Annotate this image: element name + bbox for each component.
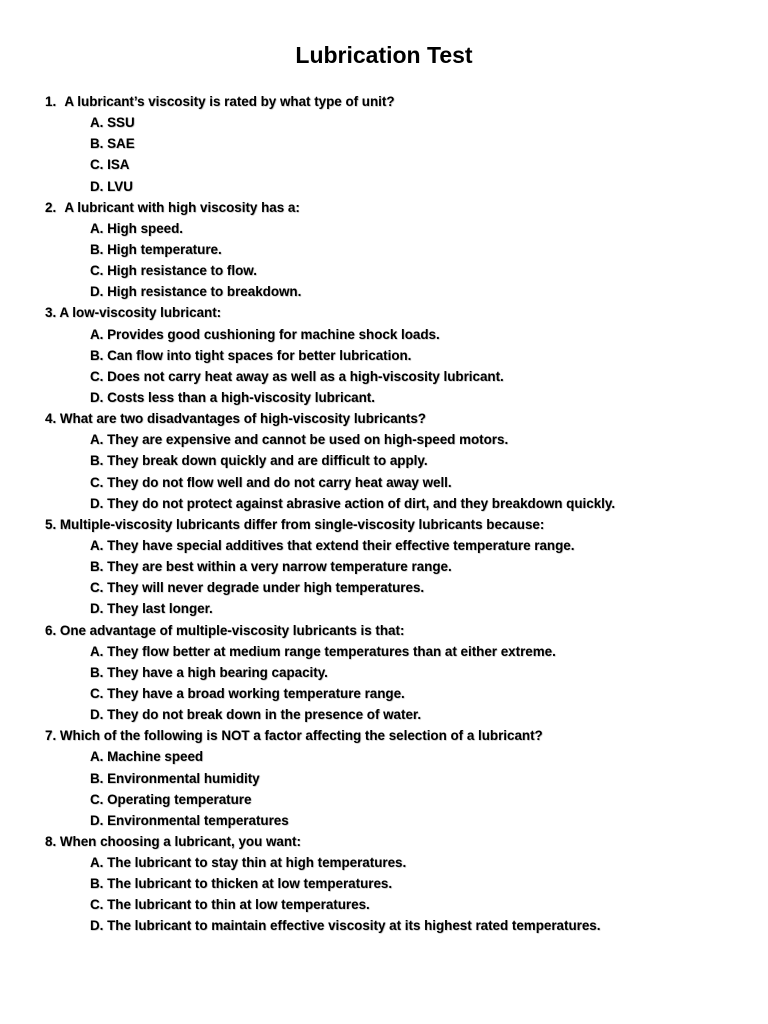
question-number: 7. [45,728,57,744]
answer-option: B. SAE [90,136,135,152]
answer-option: A. SSU [90,115,135,131]
question-line [45,91,745,112]
question-line [45,725,745,746]
question-number: 6. [45,622,57,638]
answer-option: D. The lubricant to maintain effective viscosity at its highest rated temperatures. [90,918,601,934]
answer-options [45,324,745,409]
question-line [45,831,745,852]
question-line [45,620,745,641]
answer-options [45,641,745,726]
answer-option: C. Does not carry heat away as well as a high-viscosity lubricant. [90,368,504,384]
question-number: 3. [45,305,57,321]
answer-option: C. They do not flow well and do not carry heat away well. [90,474,452,490]
question-item [45,197,745,303]
question-number: 2. [45,199,57,215]
answer-option: D. LVU [90,178,133,194]
answer-option: C. They have a broad working temperature range. [90,685,405,701]
answer-option: A. They are expensive and cannot be used on high-speed motors. [90,432,509,448]
answer-option: A. Machine speed [90,749,204,765]
question-text: A lubricant with high viscosity has a: [64,199,300,215]
question-number: 5. [45,516,57,532]
answer-option: A. High speed. [90,220,184,236]
question-text: Multiple-viscosity lubricants differ from single-viscosity lubricants because: [59,516,545,532]
question-item [45,725,745,831]
question-item [45,91,745,197]
question-line [45,514,745,535]
question-item [45,408,745,514]
question-number: 4. [45,411,57,427]
question-text: A lubricant’s viscosity is rated by what type of unit? [64,94,395,109]
answer-option: B. Environmental humidity [90,770,260,786]
answer-option: A. They have special additives that extend their effective temperature range. [90,537,575,553]
answer-option: C. High resistance to flow. [90,263,257,279]
answer-option: B. They have a high bearing capacity. [90,664,328,680]
question-item [45,302,745,408]
question-text: Which of the following is NOT a factor affecting the selection of a lubricant? [59,728,543,744]
answer-option: C. ISA [90,157,130,173]
answer-option: A. The lubricant to stay thin at high temperatures. [90,855,407,871]
question-item [45,514,745,620]
answer-option: D. They last longer. [90,601,213,617]
answer-options [45,746,745,831]
question-line [45,408,745,429]
answer-options [45,852,745,937]
answer-options [45,112,745,197]
question-text: What are two disadvantages of high-viscosity lubricants? [59,411,426,427]
answer-option: D. Costs less than a high-viscosity lubricant. [90,389,375,405]
answer-option: B. They break down quickly and are difficult to apply. [90,453,428,469]
question-line [45,302,745,323]
answer-option: D. They do not break down in the presence of water. [90,707,422,723]
page-title: Lubrication Test [295,42,473,68]
answer-option: B. Can flow into tight spaces for better lubrication. [90,347,412,363]
answer-option: C. Operating temperature [90,791,252,807]
answer-option: B. They are best within a very narrow temperature range. [90,559,452,575]
answer-option: D. Environmental temperatures [90,812,289,828]
answer-options [45,535,745,620]
answer-option: B. The lubricant to thicken at low temperatures. [90,876,393,892]
question-text: When choosing a lubricant, you want: [59,833,301,849]
question-item [45,620,745,726]
answer-option: C. They will never degrade under high temperatures. [90,580,425,596]
answer-option: A. Provides good cushioning for machine shock loads. [90,326,440,342]
question-text: A low-viscosity lubricant: [59,305,222,321]
answer-option: A. They flow better at medium range temperatures than at either extreme. [90,643,556,659]
question-number: 1. [45,94,57,109]
answer-options [45,218,745,303]
question-number: 8. [45,833,57,849]
question-list [45,91,745,937]
answer-option: D. High resistance to breakdown. [90,284,302,300]
question-line [45,197,745,218]
answer-option: B. High temperature. [90,241,222,257]
question-item [45,831,745,937]
answer-option: C. The lubricant to thin at low temperatures. [90,897,370,913]
answer-options [45,429,745,514]
answer-option: D. They do not protect against abrasive action of dirt, and they breakdown quickly. [90,495,616,511]
question-text: One advantage of multiple-viscosity lubricants is that: [59,622,405,638]
